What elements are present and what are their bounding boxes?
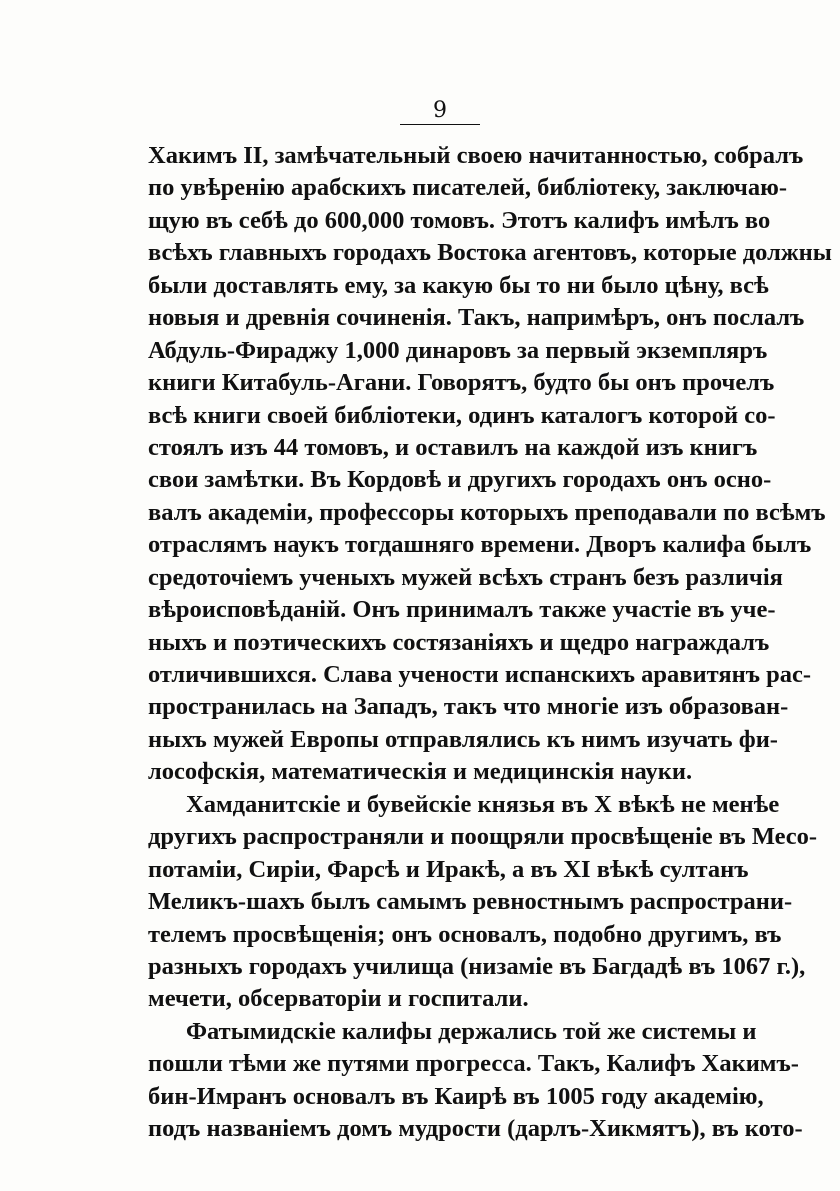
text-line: лософскія, математическія и медицинскія науки. (148, 758, 693, 786)
text-line: по увѣренію арабскихъ писателей, библіотеку, заключаю- (148, 174, 787, 202)
text-line: Хамданитскіе и бувейскіе князья въ X вѣкѣ не менѣе (186, 790, 780, 818)
text-line: пространилась на Западъ, такъ что многіе изъ образован- (148, 693, 789, 721)
text-line: отраслямъ наукъ тогдашняго времени. Дворъ калифа былъ (148, 531, 812, 559)
text-line: свои замѣтки. Въ Кордовѣ и другихъ городахъ онъ осно- (148, 466, 772, 494)
text-line: щую въ себѣ до 600,000 томовъ. Этотъ калифъ имѣлъ во (148, 206, 771, 234)
text-line: мечети, обсерваторіи и госпитали. (148, 985, 529, 1013)
text-line: были доставлять ему, за какую бы то ни было цѣну, всѣ (148, 271, 769, 299)
text-line: всѣ книги своей библіотеки, одинъ каталогъ которой со- (148, 401, 776, 429)
text-line: Абдуль-Фираджу 1,000 динаровъ за первый экземпляръ (148, 336, 768, 364)
text-line: разныхъ городахъ училища (низаміе въ Багдадѣ въ 1067 г.), (148, 952, 806, 980)
paragraph-3 (148, 1016, 803, 1146)
text-line: потаміи, Сиріи, Фарсѣ и Иракѣ, а въ XI вѣкѣ султанъ (148, 855, 749, 883)
text-line: пошли тѣми же путями прогресса. Такъ, Калифъ Хакимъ- (148, 1050, 799, 1078)
text-line: телемъ просвѣщенія; онъ основалъ, подобно другимъ, въ (148, 920, 782, 948)
text-line: Фатымидскіе калифы держались той же системы и (186, 1017, 757, 1045)
page-number-rule (400, 124, 480, 125)
text-line: новыя и древнія сочиненія. Такъ, напримѣръ, онъ послалъ (148, 304, 805, 332)
text-line: другихъ распространяли и поощряли просвѣщеніе въ Месо- (148, 823, 818, 851)
text-line: бин-Имранъ основалъ въ Каирѣ въ 1005 году академію, (148, 1082, 764, 1110)
text-line: средоточіемъ ученыхъ мужей всѣхъ странъ безъ различія (148, 563, 783, 591)
text-line: всѣхъ главныхъ городахъ Востока агентовъ, которые должны (148, 239, 832, 267)
body-text (148, 140, 832, 1146)
text-line: стоялъ изъ 44 томовъ, и оставилъ на каждой изъ книгъ (148, 433, 758, 461)
text-line: Меликъ-шахъ былъ самымъ ревностнымъ распространи- (148, 888, 793, 916)
text-line: подъ названіемъ домъ мудрости (дарлъ-Хикмятъ), въ кото- (148, 1115, 803, 1143)
page-number: 9 (433, 98, 447, 123)
text-line: Хакимъ II, замѣчательный своею начитанностью, собралъ (148, 142, 804, 169)
text-line: книги Китабуль-Агани. Говорятъ, будто бы онъ прочелъ (148, 369, 775, 397)
text-line: ныхъ и поэтическихъ состязаніяхъ и щедро награждалъ (148, 628, 770, 656)
text-line: отличившихся. Слава учености испанскихъ аравитянъ рас- (148, 661, 812, 688)
paragraph-2 (148, 789, 818, 1016)
paragraph-1 (148, 140, 832, 789)
text-line: вѣроисповѣданій. Онъ принималъ также участіе въ уче- (148, 596, 776, 624)
text-line: ныхъ мужей Европы отправлялись къ нимъ изучать фи- (148, 725, 778, 753)
text-line: валъ академіи, профессоры которыхъ преподавали по всѣмъ (148, 498, 826, 526)
